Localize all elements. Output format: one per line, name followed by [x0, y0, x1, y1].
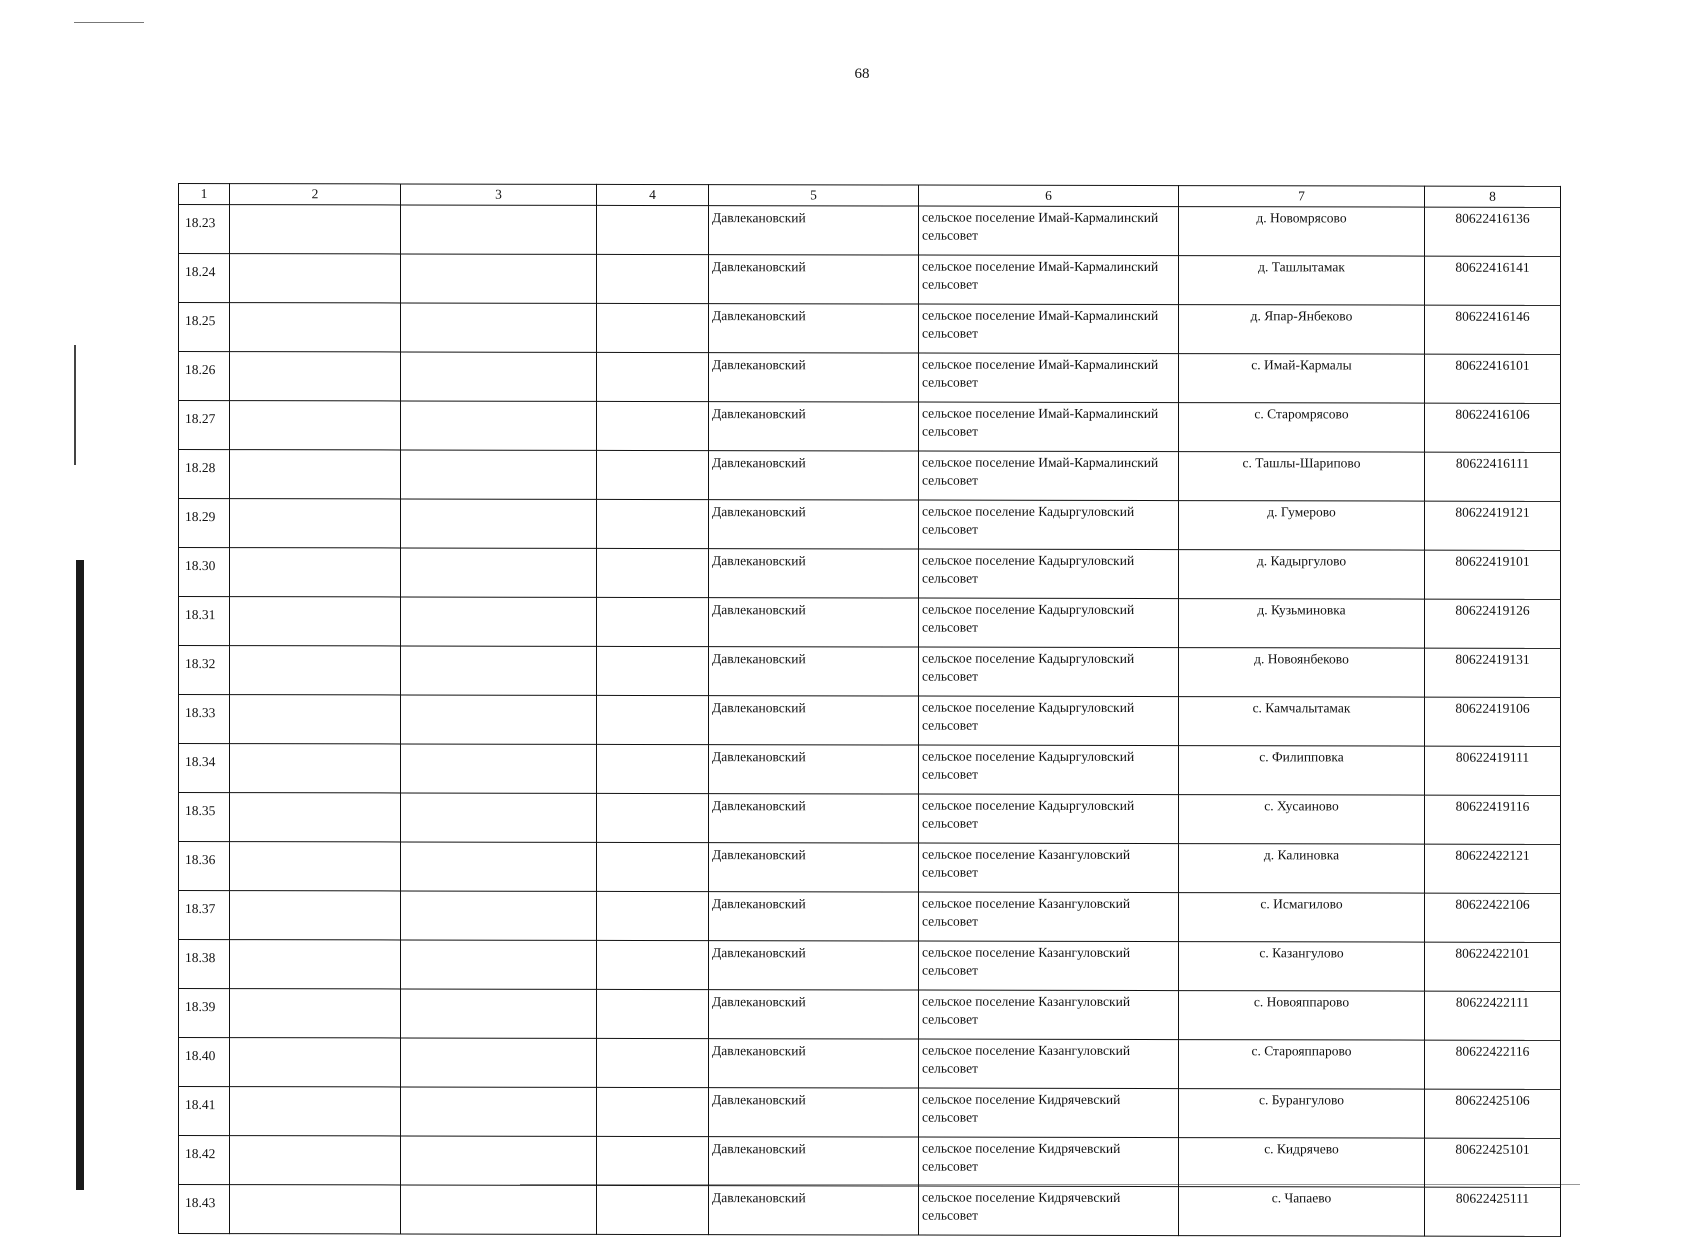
settlement-cell: сельское поселение Казангуловский сельсовет — [919, 990, 1179, 1040]
oktmo-code-cell: 80622422116 — [1425, 1040, 1561, 1089]
empty-cell-col4 — [597, 793, 709, 842]
empty-cell-col3 — [401, 254, 597, 303]
row-number: 18.25 — [179, 303, 230, 352]
table-row — [179, 695, 1561, 747]
table-row — [179, 254, 1561, 306]
locality-cell: с. Филипповка — [1179, 746, 1425, 796]
empty-cell-col4 — [597, 548, 709, 597]
empty-cell-col2 — [230, 842, 401, 891]
empty-cell-col3 — [401, 989, 597, 1038]
table-row — [179, 597, 1561, 649]
row-number: 18.29 — [179, 499, 230, 548]
oktmo-code-cell: 80622416141 — [1425, 256, 1561, 305]
row-number: 18.34 — [179, 744, 230, 793]
empty-cell-col2 — [230, 646, 401, 695]
column-header-7: 7 — [1179, 186, 1425, 208]
oktmo-code-cell: 80622419126 — [1425, 599, 1561, 648]
empty-cell-col4 — [597, 891, 709, 940]
table-body — [179, 205, 1561, 1237]
empty-cell-col4 — [597, 1087, 709, 1136]
column-header-4: 4 — [597, 184, 709, 205]
settlement-cell: сельское поселение Имай-Кармалинский сельсовет — [919, 255, 1179, 305]
locality-cell: с. Имай-Кармалы — [1179, 354, 1425, 404]
empty-cell-col2 — [230, 401, 401, 450]
locality-cell: д. Япар-Янбеково — [1179, 305, 1425, 355]
empty-cell-col4 — [597, 842, 709, 891]
empty-cell-col2 — [230, 1038, 401, 1087]
oktmo-code-cell: 80622419121 — [1425, 501, 1561, 550]
table-row — [179, 401, 1561, 453]
empty-cell-col2 — [230, 989, 401, 1038]
table-row — [179, 793, 1561, 845]
row-number: 18.41 — [179, 1087, 230, 1136]
empty-cell-col4 — [597, 940, 709, 989]
settlement-cell: сельское поселение Имай-Кармалинский сельсовет — [919, 451, 1179, 501]
row-number: 18.26 — [179, 352, 230, 401]
table-row — [179, 989, 1561, 1041]
header-row — [179, 184, 1561, 208]
oktmo-code-cell: 80622425101 — [1425, 1138, 1561, 1187]
oktmo-code-cell: 80622419116 — [1425, 795, 1561, 844]
empty-cell-col3 — [401, 548, 597, 597]
empty-cell-col2 — [230, 1185, 401, 1234]
empty-cell-col2 — [230, 548, 401, 597]
empty-cell-col4 — [597, 1136, 709, 1185]
settlement-cell: сельское поселение Казангуловский сельсовет — [919, 941, 1179, 991]
district-cell: Давлекановский — [709, 745, 919, 794]
empty-cell-col3 — [401, 842, 597, 891]
empty-cell-col4 — [597, 303, 709, 352]
settlement-cell: сельское поселение Казангуловский сельсовет — [919, 1039, 1179, 1089]
row-number: 18.39 — [179, 989, 230, 1038]
locality-cell: с. Старояппарово — [1179, 1040, 1425, 1090]
locality-cell: д. Кузьминовка — [1179, 599, 1425, 649]
row-number: 18.40 — [179, 1038, 230, 1087]
row-number: 18.35 — [179, 793, 230, 842]
settlement-cell: сельское поселение Имай-Кармалинский сельсовет — [919, 402, 1179, 452]
locality-cell: с. Чапаево — [1179, 1187, 1425, 1237]
district-cell: Давлекановский — [709, 451, 919, 500]
empty-cell-col3 — [401, 1038, 597, 1087]
empty-cell-col4 — [597, 1038, 709, 1087]
locality-cell: с. Старомрясово — [1179, 403, 1425, 453]
empty-cell-col2 — [230, 695, 401, 744]
empty-cell-col2 — [230, 254, 401, 303]
empty-cell-col3 — [401, 646, 597, 695]
empty-cell-col4 — [597, 401, 709, 450]
district-cell: Давлекановский — [709, 549, 919, 598]
empty-cell-col4 — [597, 695, 709, 744]
district-cell: Давлекановский — [709, 402, 919, 451]
district-cell: Давлекановский — [709, 598, 919, 647]
district-cell: Давлекановский — [709, 1137, 919, 1186]
row-number: 18.23 — [179, 205, 230, 254]
settlement-cell: сельское поселение Имай-Кармалинский сельсовет — [919, 304, 1179, 354]
empty-cell-col4 — [597, 499, 709, 548]
settlement-cell: сельское поселение Имай-Кармалинский сельсовет — [919, 206, 1179, 256]
oktmo-code-cell: 80622416106 — [1425, 403, 1561, 452]
district-cell: Давлекановский — [709, 696, 919, 745]
empty-cell-col4 — [597, 352, 709, 401]
district-cell: Давлекановский — [709, 255, 919, 304]
empty-cell-col3 — [401, 352, 597, 401]
empty-cell-col2 — [230, 597, 401, 646]
row-number: 18.38 — [179, 940, 230, 989]
empty-cell-col2 — [230, 744, 401, 793]
row-number: 18.31 — [179, 597, 230, 646]
locality-cell: д. Кадыргулово — [1179, 550, 1425, 600]
locality-cell: д. Ташлытамак — [1179, 256, 1425, 306]
settlement-cell: сельское поселение Казангуловский сельсовет — [919, 892, 1179, 942]
empty-cell-col2 — [230, 793, 401, 842]
scan-mark-top — [74, 22, 144, 23]
district-cell: Давлекановский — [709, 794, 919, 843]
empty-cell-col3 — [401, 1185, 597, 1234]
empty-cell-col3 — [401, 1136, 597, 1185]
empty-cell-col3 — [401, 1087, 597, 1136]
table-row — [179, 1038, 1561, 1090]
oktmo-code-cell: 80622416101 — [1425, 354, 1561, 403]
empty-cell-col4 — [597, 254, 709, 303]
table-row — [179, 1136, 1561, 1188]
table-row — [179, 499, 1561, 551]
oktmo-code-cell: 80622425111 — [1425, 1187, 1561, 1236]
empty-cell-col4 — [597, 989, 709, 1038]
locality-cell: с. Хусаиново — [1179, 795, 1425, 845]
column-header-3: 3 — [401, 184, 597, 205]
table-row — [179, 548, 1561, 600]
table-row — [179, 1087, 1561, 1139]
empty-cell-col3 — [401, 744, 597, 793]
empty-cell-col2 — [230, 1087, 401, 1136]
row-number: 18.43 — [179, 1185, 230, 1234]
oktmo-code-cell: 80622416111 — [1425, 452, 1561, 501]
locality-cell: с. Новояппарово — [1179, 991, 1425, 1041]
oktmo-code-cell: 80622419111 — [1425, 746, 1561, 795]
table-header — [179, 184, 1561, 208]
empty-cell-col3 — [401, 940, 597, 989]
locality-cell: с. Казангулово — [1179, 942, 1425, 992]
empty-cell-col4 — [597, 646, 709, 695]
empty-cell-col3 — [401, 891, 597, 940]
settlement-cell: сельское поселение Имай-Кармалинский сельсовет — [919, 353, 1179, 403]
row-number: 18.32 — [179, 646, 230, 695]
empty-cell-col2 — [230, 450, 401, 499]
district-cell: Давлекановский — [709, 1186, 919, 1235]
locality-cell: д. Калиновка — [1179, 844, 1425, 894]
empty-cell-col2 — [230, 940, 401, 989]
table-row — [179, 205, 1561, 257]
empty-cell-col2 — [230, 499, 401, 548]
settlement-cell: сельское поселение Кадыргуловский сельсовет — [919, 696, 1179, 746]
locality-cell: с. Бурангулово — [1179, 1089, 1425, 1139]
empty-cell-col4 — [597, 744, 709, 793]
table-row — [179, 940, 1561, 992]
locality-cell: д. Новоянбеково — [1179, 648, 1425, 698]
empty-cell-col2 — [230, 303, 401, 352]
scan-mark-left — [74, 345, 76, 465]
district-cell: Давлекановский — [709, 647, 919, 696]
row-number: 18.28 — [179, 450, 230, 499]
district-cell: Давлекановский — [709, 206, 919, 255]
table-row — [179, 891, 1561, 943]
settlement-cell: сельское поселение Кадыргуловский сельсовет — [919, 549, 1179, 599]
empty-cell-col3 — [401, 793, 597, 842]
locality-cell: с. Ташлы-Шарипово — [1179, 452, 1425, 502]
empty-cell-col3 — [401, 499, 597, 548]
settlement-cell: сельское поселение Кидрячевский сельсовет — [919, 1137, 1179, 1187]
page-number: 68 — [854, 66, 870, 82]
column-header-5: 5 — [709, 185, 919, 206]
column-header-1: 1 — [179, 184, 230, 205]
locality-cell: с. Исмагилово — [1179, 893, 1425, 943]
table-row — [179, 352, 1561, 404]
locality-cell: с. Кидрячево — [1179, 1138, 1425, 1188]
oktmo-code-cell: 80622422121 — [1425, 844, 1561, 893]
empty-cell-col4 — [597, 450, 709, 499]
district-cell: Давлекановский — [709, 500, 919, 549]
district-cell: Давлекановский — [709, 1088, 919, 1137]
row-number: 18.37 — [179, 891, 230, 940]
row-number: 18.30 — [179, 548, 230, 597]
empty-cell-col3 — [401, 205, 597, 254]
empty-cell-col3 — [401, 597, 597, 646]
table-row — [179, 303, 1561, 355]
oktmo-code-cell: 80622416146 — [1425, 305, 1561, 354]
district-cell: Давлекановский — [709, 304, 919, 353]
settlement-cell: сельское поселение Кадыргуловский сельсовет — [919, 500, 1179, 550]
district-cell: Давлекановский — [709, 353, 919, 402]
empty-cell-col3 — [401, 303, 597, 352]
row-number: 18.36 — [179, 842, 230, 891]
locality-table — [178, 183, 1561, 1237]
district-cell: Давлекановский — [709, 892, 919, 941]
empty-cell-col2 — [230, 352, 401, 401]
empty-cell-col3 — [401, 695, 597, 744]
table-row — [179, 842, 1561, 894]
row-number: 18.33 — [179, 695, 230, 744]
column-header-8: 8 — [1425, 186, 1561, 207]
empty-cell-col2 — [230, 1136, 401, 1185]
column-header-6: 6 — [919, 185, 1179, 207]
settlement-cell: сельское поселение Кадыргуловский сельсовет — [919, 794, 1179, 844]
settlement-cell: сельское поселение Кадыргуловский сельсовет — [919, 647, 1179, 697]
table-row — [179, 450, 1561, 502]
scan-edge-bar — [76, 560, 84, 1190]
settlement-cell: сельское поселение Казангуловский сельсовет — [919, 843, 1179, 893]
table-row — [179, 646, 1561, 698]
empty-cell-col2 — [230, 205, 401, 254]
empty-cell-col4 — [597, 205, 709, 254]
settlement-cell: сельское поселение Кидрячевский сельсовет — [919, 1088, 1179, 1138]
district-cell: Давлекановский — [709, 990, 919, 1039]
empty-cell-col2 — [230, 891, 401, 940]
settlement-cell: сельское поселение Кадыргуловский сельсовет — [919, 598, 1179, 648]
column-header-2: 2 — [230, 184, 401, 205]
oktmo-code-cell: 80622422106 — [1425, 893, 1561, 942]
oktmo-code-cell: 80622422101 — [1425, 942, 1561, 991]
table-row — [179, 744, 1561, 796]
district-cell: Давлекановский — [709, 941, 919, 990]
district-cell: Давлекановский — [709, 1039, 919, 1088]
oktmo-code-cell: 80622419106 — [1425, 697, 1561, 746]
row-number: 18.24 — [179, 254, 230, 303]
row-number: 18.27 — [179, 401, 230, 450]
oktmo-code-cell: 80622419131 — [1425, 648, 1561, 697]
settlement-cell: сельское поселение Кадыргуловский сельсовет — [919, 745, 1179, 795]
empty-cell-col4 — [597, 597, 709, 646]
empty-cell-col3 — [401, 450, 597, 499]
row-number: 18.42 — [179, 1136, 230, 1185]
oktmo-code-cell: 80622416136 — [1425, 207, 1561, 256]
settlement-cell: сельское поселение Кидрячевский сельсовет — [919, 1186, 1179, 1236]
table-row — [179, 1185, 1561, 1237]
oktmo-code-cell: 80622425106 — [1425, 1089, 1561, 1138]
locality-cell: с. Камчалытамак — [1179, 697, 1425, 747]
oktmo-code-cell: 80622419101 — [1425, 550, 1561, 599]
oktmo-code-cell: 80622422111 — [1425, 991, 1561, 1040]
locality-cell: д. Гумерово — [1179, 501, 1425, 551]
locality-cell: д. Новомрясово — [1179, 207, 1425, 257]
empty-cell-col3 — [401, 401, 597, 450]
district-cell: Давлекановский — [709, 843, 919, 892]
empty-cell-col4 — [597, 1185, 709, 1234]
